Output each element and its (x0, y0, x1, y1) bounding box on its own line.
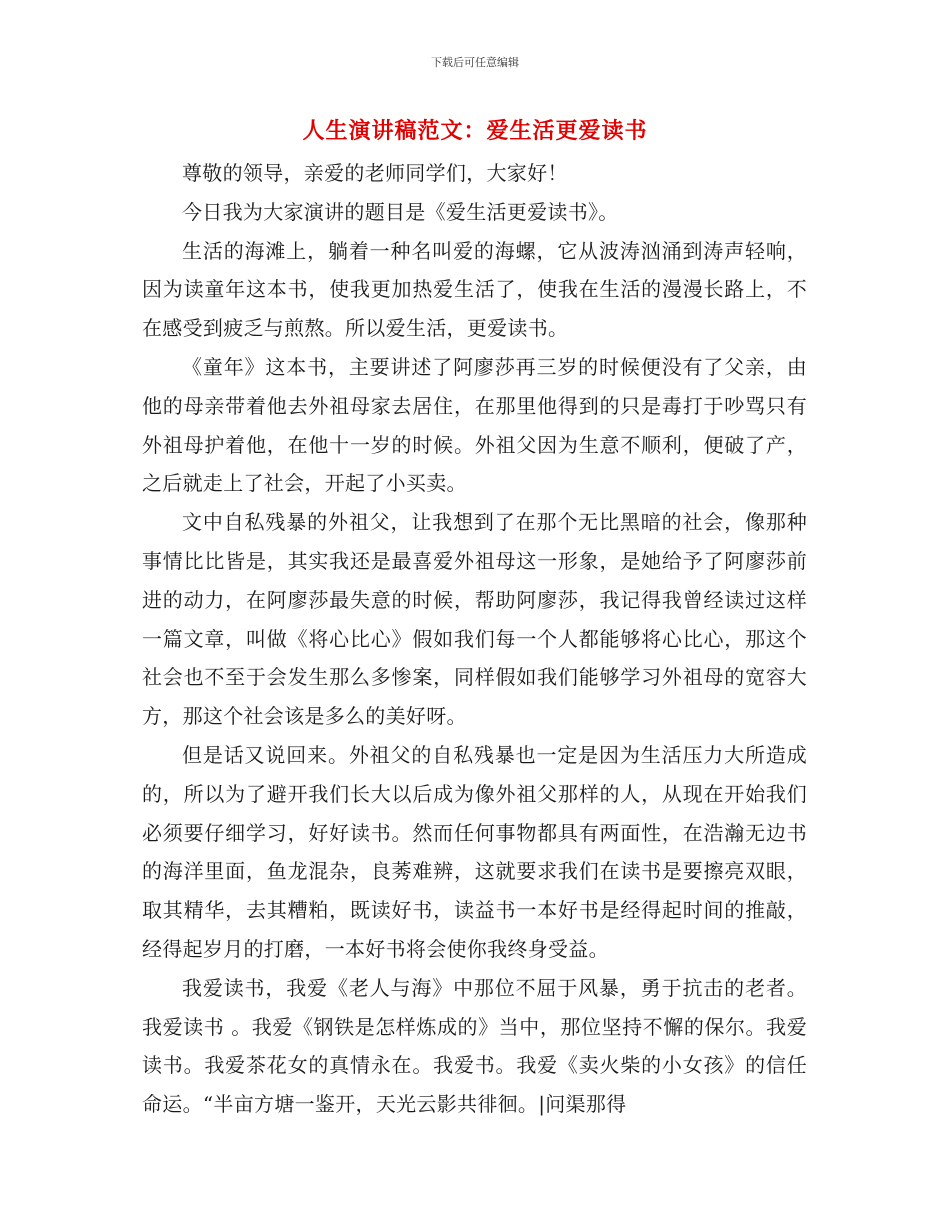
paragraph-greeting: 尊敬的领导，亲爱的老师同学们，大家好！ (182, 161, 568, 185)
paragraph-book-summary: 《童年》这本书，主要讲述了阿廖莎再三岁的时候便没有了父亲，由他的母亲带着他去外祖母家去居住，在那里他得到的只是毒打于吵骂只有外祖母护着他，在他十一岁的时候。外祖父因为生意不顺利，便破了产，之后就走上了社会，开起了小买卖。 (142, 354, 807, 496)
document-title: 人生演讲稿范文：爱生活更爱读书 (302, 119, 648, 144)
paragraph-reflection: 文中自私残暴的外祖父，让我想到了在那个无比黑暗的社会，像那种事情比比皆是，其实我还是最喜爱外祖母这一形象，是她给予了阿廖莎前进的动力，在阿廖莎最失意的时候，帮助阿廖莎，我记得我曾经读过这样一篇文章，叫做《将心比心》假如我们每一个人都能够将心比心，那这个社会也不至于会发生那么多惨案，同样假如我们能够学习外祖母的宽容大方，那这个社会该是多么的美好呀。 (142, 510, 807, 729)
paragraph-intro: 生活的海滩上，躺着一种名叫爱的海螺，它从波涛汹涌到涛声轻响，因为读童年这本书，使我更加热爱生活了，使我在生活的漫漫长路上，不在感受到疲乏与煎熬。所以爱生活，更爱读书。 (142, 238, 807, 341)
document-body (142, 154, 807, 1124)
paragraph-topic: 今日我为大家演讲的题目是《爱生活更爱读书》。 (182, 199, 619, 224)
paragraph-love-reading: 我爱读书，我爱《老人与海》中那位不屈于风暴，勇于抗击的老者。我爱读书 。我爱《钢铁是怎样炼成的》当中，那位坚持不懈的保尔。我爱读书。我爱茶花女的真情永在。我爱书。我爱《卖火柴的小女孩》的信任命运。“半亩方塘一鉴开，天光云影共徘徊。|问渠那得 (142, 975, 807, 1117)
page-header-note: 下载后可任意编辑 (431, 56, 519, 69)
paragraph-reading-advice: 但是话又说回来。外祖父的自私残暴也一定是因为生活压力大所造成的，所以为了避开我们长大以后成为像外祖父那样的人，从现在开始我们必须要仔细学习，好好读书。然而任何事物都具有两面性，在浩瀚无边书的海洋里面，鱼龙混杂，良莠难辨，这就要求我们在读书是要擦亮双眼，取其精华，去其糟粕，既读好书，读益书一本好书是经得起时间的推敲，经得起岁月的打磨，一本好书将会使你我终身受益。 (142, 742, 807, 961)
